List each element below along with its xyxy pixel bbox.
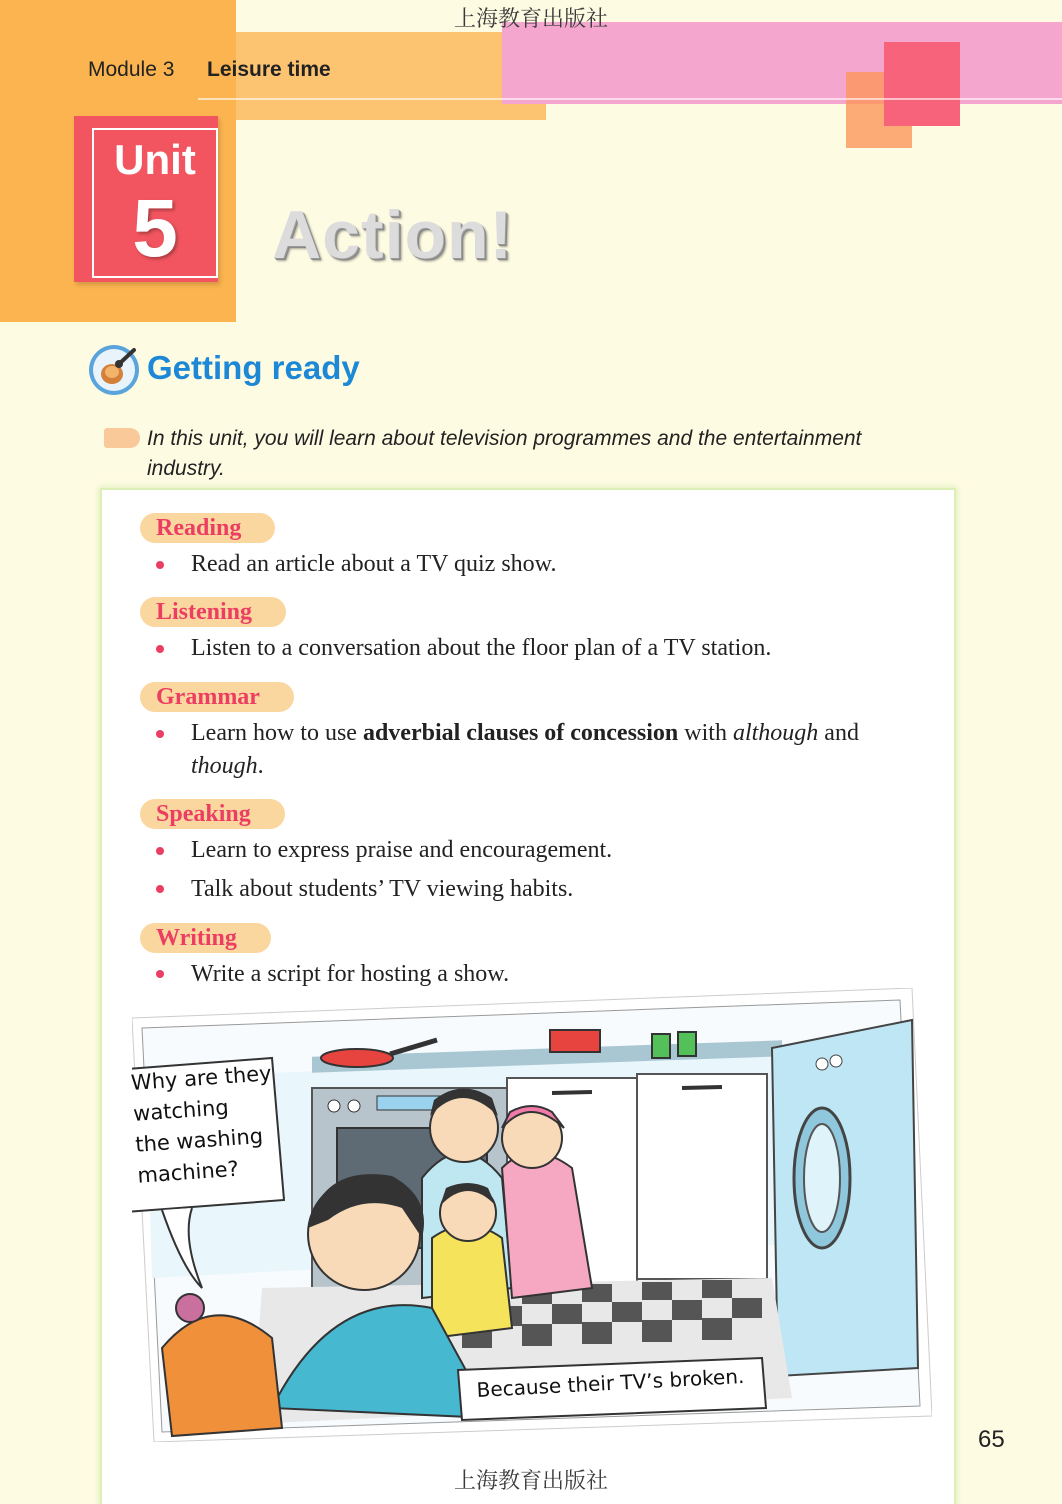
unit-title: Action! — [272, 197, 514, 273]
grammar-term: adverbial clauses of concession — [362, 720, 679, 746]
grammar-item — [191, 717, 931, 783]
cartoon-illustration — [132, 988, 932, 1442]
bullet-dot — [156, 645, 164, 653]
grammar-text: and — [818, 720, 859, 746]
kitchen-scene — [132, 988, 932, 1442]
unit-number: 5 — [132, 183, 178, 274]
grammar-text: Learn how to use — [191, 720, 363, 746]
publisher-watermark-top: 上海教育出版社 — [453, 7, 608, 32]
listening-item: Listen to a conversation about the floor plan of a TV station. — [191, 635, 772, 661]
bullet-dot — [156, 730, 164, 738]
unit-word: Unit — [114, 136, 196, 183]
section-label-writing: Writing — [140, 923, 271, 953]
bubble-line: Why are they — [130, 1061, 273, 1095]
module-title: Leisure time — [207, 58, 331, 81]
speaking-item-2: Talk about students’ TV viewing habits. — [191, 876, 574, 902]
grammar-keyword-although: although — [732, 720, 819, 746]
intro-text: In this unit, you will learn about television programmes and the entertainment industry. — [147, 427, 862, 480]
speaking-item-1: Learn to express praise and encouragement. — [191, 837, 613, 863]
bullet-dot — [156, 970, 164, 978]
speech-bubble-answer: Because their TV’s broken. — [476, 1363, 745, 1402]
bullet-dot — [156, 847, 164, 855]
grammar-text: with — [678, 720, 733, 746]
bubble-line: watching — [132, 1095, 230, 1126]
publisher-watermark-bottom: 上海教育出版社 — [453, 1469, 608, 1494]
writing-item: Write a script for hosting a show. — [191, 961, 510, 987]
bullet-dot — [156, 885, 164, 893]
module-label: Module 3 — [88, 58, 175, 81]
bubble-line: machine? — [136, 1156, 240, 1188]
reading-item: Read an article about a TV quiz show. — [191, 551, 557, 577]
speech-bubble-question — [130, 1058, 279, 1192]
section-label-grammar: Grammar — [140, 682, 294, 712]
section-label-reading: Reading — [140, 513, 275, 543]
page-number: 65 — [978, 1426, 1005, 1453]
section-label-listening: Listening — [140, 597, 286, 627]
getting-ready-heading: Getting ready — [147, 349, 360, 386]
bullet-dot — [156, 561, 164, 569]
header-divider — [198, 98, 1062, 100]
section-label-speaking: Speaking — [140, 799, 285, 829]
magnifier-icon — [88, 344, 140, 396]
header-pink-band — [502, 22, 1062, 104]
header-pink-square — [884, 42, 960, 126]
intro-marker — [104, 428, 140, 448]
grammar-text: . — [257, 753, 264, 779]
grammar-keyword-though: though — [191, 753, 258, 779]
bubble-line: the washing — [134, 1123, 264, 1157]
